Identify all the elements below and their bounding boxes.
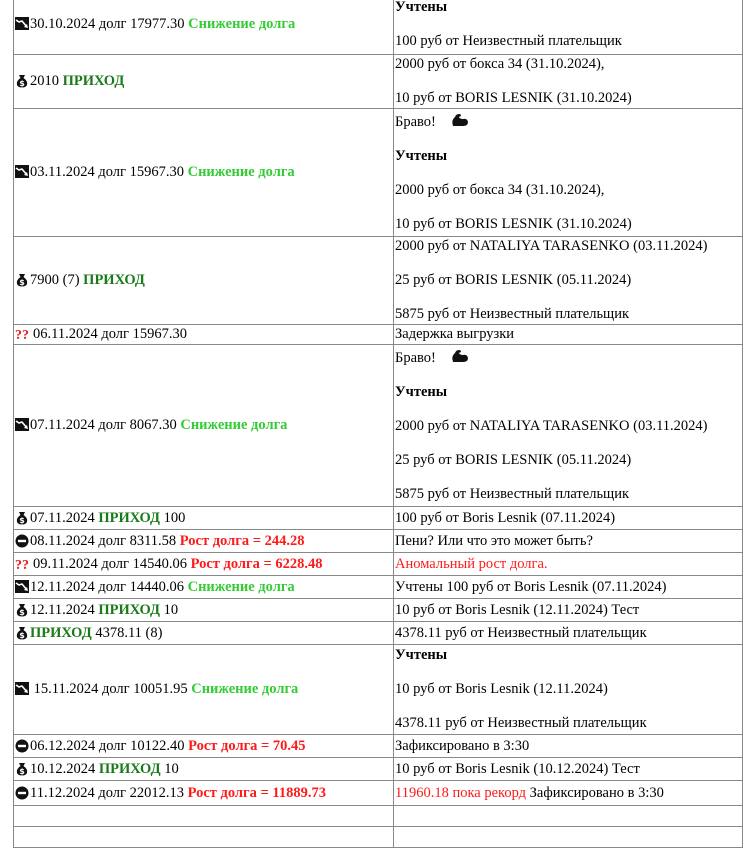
comment-line: [395, 510, 741, 527]
comment-text: 4378.11 руб от Неизвестный плательщик: [395, 715, 647, 731]
comment-line: [395, 681, 741, 698]
debt-decrease-tag: Снижение долга: [180, 417, 288, 433]
event-date-text: 10.12.2024: [30, 760, 96, 777]
comment-text: 10 руб от Boris Lesnik (10.12.2024) Тест: [395, 760, 640, 777]
event-date-text: 06.11.2024 долг 15967.30: [33, 326, 187, 342]
comment-text: 2000 руб от бокса 34 (31.10.2024),: [395, 182, 605, 198]
comment-text: 10 руб от Boris Lesnik (12.11.2024) Тест: [395, 601, 640, 618]
event-date-text: 15.11.2024 долг 10051.95: [30, 681, 188, 697]
comment-text: 10 руб от Boris Lesnik (12.11.2024): [395, 681, 608, 697]
comment-cell: [394, 599, 743, 622]
empty-cell: [14, 827, 394, 848]
table-row: [14, 622, 743, 645]
comment-text: 10 руб от BORIS LESNIK (31.10.2024): [395, 216, 632, 232]
debt-decrease-tag: Снижение долга: [187, 578, 295, 595]
comment-line: [395, 486, 741, 503]
double-question-icon: [15, 557, 32, 570]
comment-line: [395, 148, 741, 165]
no-entry-icon: [15, 534, 29, 547]
svg-text:??: ??: [15, 328, 29, 341]
event-cell: [14, 109, 394, 237]
event-cell: [14, 530, 394, 553]
comment-line: [395, 216, 741, 233]
event-cell: [14, 507, 394, 530]
fixed-time-note: Зафиксировано в 3:30: [529, 784, 664, 801]
comment-cell: [394, 55, 743, 109]
comment-line: [395, 0, 741, 16]
debt-log-table: [13, 0, 743, 848]
comment-line: [395, 418, 741, 435]
event-date-text: 07.11.2024 долг 8067.30: [30, 417, 177, 433]
table-row: [14, 735, 743, 758]
debt-log-body: [14, 0, 743, 848]
comment-line: [395, 647, 741, 664]
chart-decreasing-icon: [15, 17, 29, 30]
comment-text: 5875 руб от Неизвестный плательщик: [395, 306, 630, 322]
income-label: ПРИХОД: [98, 601, 161, 618]
empty-cell: [14, 806, 394, 827]
no-entry-icon: [15, 739, 29, 752]
comment-text: 100 руб от Неизвестный плательщик: [395, 33, 622, 49]
event-cell: [14, 781, 394, 806]
comment-text: 25 руб от BORIS LESNIK (05.11.2024): [395, 452, 632, 468]
table-row: [14, 781, 743, 806]
debt-increase-tag: Рост долга = 11889.73: [187, 784, 326, 801]
comment-text: 25 руб от BORIS LESNIK (05.11.2024): [395, 272, 632, 288]
comment-line: [395, 738, 741, 755]
comment-cell: [394, 622, 743, 645]
comment-cell: [394, 530, 743, 553]
table-row: [14, 325, 743, 345]
chart-decreasing-icon: [15, 682, 29, 695]
double-question-icon: [15, 327, 32, 340]
comment-cell: [394, 576, 743, 599]
debt-increase-tag: Рост долга = 6228.48: [190, 555, 323, 572]
comment-line: [395, 602, 741, 619]
comment-cell: [394, 553, 743, 576]
table-row: [14, 0, 743, 55]
comment-line: [395, 56, 741, 73]
income-label: ПРИХОД: [98, 760, 161, 777]
event-cell: [14, 758, 394, 781]
comment-cell: [394, 507, 743, 530]
svg-text:$: $: [19, 630, 25, 640]
comment-line: [395, 326, 741, 343]
income-amount: 10: [163, 601, 179, 618]
income-amount: 100: [163, 509, 186, 526]
flexed-biceps-icon: [450, 112, 470, 128]
event-cell: [14, 576, 394, 599]
empty-row: [14, 827, 743, 848]
flexed-biceps-icon: [450, 348, 470, 364]
comment-line: [395, 715, 741, 732]
event-cell: [14, 237, 394, 325]
comment-cell: [394, 645, 743, 735]
comment-cell: [394, 735, 743, 758]
svg-text:$: $: [19, 607, 25, 617]
counted-heading: Учтены: [395, 148, 448, 164]
comment-line: [395, 533, 741, 550]
event-cell: [14, 622, 394, 645]
comment-line: [395, 348, 741, 367]
income-amount: 4378.11 (8): [95, 624, 163, 641]
comment-cell: [394, 325, 743, 345]
table-row: [14, 507, 743, 530]
table-row: [14, 55, 743, 109]
counted-heading: Учтены: [395, 0, 448, 15]
event-cell: [14, 645, 394, 735]
event-date-text: 7900 (7): [30, 272, 80, 288]
empty-row: [14, 806, 743, 827]
comment-text: Учтены 100 руб от Boris Lesnik (07.11.2024): [395, 578, 667, 595]
svg-text:$: $: [19, 515, 25, 525]
record-note: 11960.18 пока рекорд: [395, 784, 527, 801]
debt-decrease-tag: Снижение долга: [187, 164, 295, 180]
event-cell: [14, 55, 394, 109]
money-bag-icon: [15, 74, 29, 87]
comment-line: [395, 112, 741, 131]
income-label: ПРИХОД: [30, 624, 92, 641]
event-date-text: 11.12.2024 долг 22012.13: [30, 784, 184, 801]
debt-increase-tag: Рост долга = 244.28: [179, 532, 305, 549]
debt-decrease-tag: Снижение долга: [188, 16, 296, 32]
money-bag-icon: [15, 273, 29, 286]
event-date-text: 08.11.2024 долг 8311.58: [30, 532, 177, 549]
comment-text: Аномальный рост долга.: [395, 555, 548, 572]
counted-heading: Учтены: [395, 384, 448, 400]
income-label: ПРИХОД: [98, 509, 161, 526]
money-bag-icon: [15, 762, 29, 775]
comment-text: Браво!: [395, 350, 436, 366]
comment-text: 5875 руб от Неизвестный плательщик: [395, 486, 630, 502]
empty-cell: [394, 827, 743, 848]
income-label: ПРИХОД: [83, 272, 145, 288]
chart-decreasing-icon: [15, 165, 29, 178]
event-cell: [14, 553, 394, 576]
chart-decreasing-icon: [15, 580, 29, 593]
event-date-text: 2010: [30, 73, 59, 89]
svg-text:??: ??: [15, 557, 29, 571]
comment-line: [395, 556, 741, 573]
table-row: [14, 599, 743, 622]
table-row: [14, 553, 743, 576]
event-cell: [14, 0, 394, 55]
event-date-text: 12.11.2024: [30, 601, 95, 618]
empty-cell: [394, 806, 743, 827]
table-row: [14, 758, 743, 781]
event-date-text: 09.11.2024 долг 14540.06: [33, 555, 187, 572]
comment-cell: [394, 758, 743, 781]
event-date-text: 06.12.2024 долг 10122.40: [30, 737, 185, 754]
debt-decrease-tag: Снижение долга: [191, 681, 299, 697]
svg-text:$: $: [19, 278, 25, 287]
comment-cell: [394, 345, 743, 507]
comment-cell: [394, 0, 743, 55]
comment-text: 2000 руб от NATALIYA TARASENKO (03.11.2024): [395, 418, 708, 434]
event-cell: [14, 325, 394, 345]
table-row: [14, 530, 743, 553]
comment-line: [395, 182, 741, 199]
comment-line: [395, 761, 741, 778]
comment-line: [395, 306, 741, 323]
event-date-text: 30.10.2024 долг 17977.30: [30, 16, 185, 32]
event-cell: [14, 345, 394, 507]
comment-line: [395, 452, 741, 469]
comment-line: [395, 272, 741, 289]
comment-line: [395, 625, 741, 642]
debt-increase-tag: Рост долга = 70.45: [188, 737, 306, 754]
income-amount: 10: [164, 760, 179, 777]
comment-line: [395, 90, 741, 107]
event-cell: [14, 599, 394, 622]
comment-text: 2000 руб от NATALIYA TARASENKO (03.11.2024): [395, 238, 708, 254]
svg-text:$: $: [19, 766, 25, 776]
comment-text: 100 руб от Boris Lesnik (07.11.2024): [395, 509, 616, 526]
comment-line: [395, 238, 741, 255]
comment-text: Пени? Или что это может быть?: [395, 532, 593, 549]
table-row: [14, 237, 743, 325]
comment-cell: [394, 237, 743, 325]
comment-text: 2000 руб от бокса 34 (31.10.2024),: [395, 56, 605, 72]
money-bag-icon: [15, 603, 29, 616]
table-row: [14, 345, 743, 507]
comment-text: Браво!: [395, 114, 436, 130]
comment-line: [395, 579, 741, 596]
table-row: [14, 109, 743, 237]
event-date-text: 07.11.2024: [30, 509, 95, 526]
comment-line: [395, 384, 741, 401]
money-bag-icon: [15, 626, 29, 639]
income-label: ПРИХОД: [62, 73, 125, 89]
money-bag-icon: [15, 511, 29, 524]
event-date-text: 03.11.2024 долг 15967.30: [30, 164, 184, 180]
table-row: [14, 645, 743, 735]
comment-text: 4378.11 руб от Неизвестный плательщик: [395, 624, 647, 641]
event-cell: [14, 735, 394, 758]
event-date-text: 12.11.2024 долг 14440.06: [30, 578, 184, 595]
no-entry-icon: [15, 786, 29, 799]
counted-heading: Учтены: [395, 647, 448, 663]
chart-decreasing-icon: [15, 418, 29, 431]
comment-cell: [394, 781, 743, 806]
svg-text:$: $: [19, 79, 25, 88]
comment-cell: [394, 109, 743, 237]
comment-text: Зафиксировано в 3:30: [395, 737, 530, 754]
comment-text: 10 руб от BORIS LESNIK (31.10.2024): [395, 90, 632, 106]
table-row: [14, 576, 743, 599]
comment-line: [395, 33, 741, 50]
comment-text: Задержка выгрузки: [395, 326, 515, 342]
